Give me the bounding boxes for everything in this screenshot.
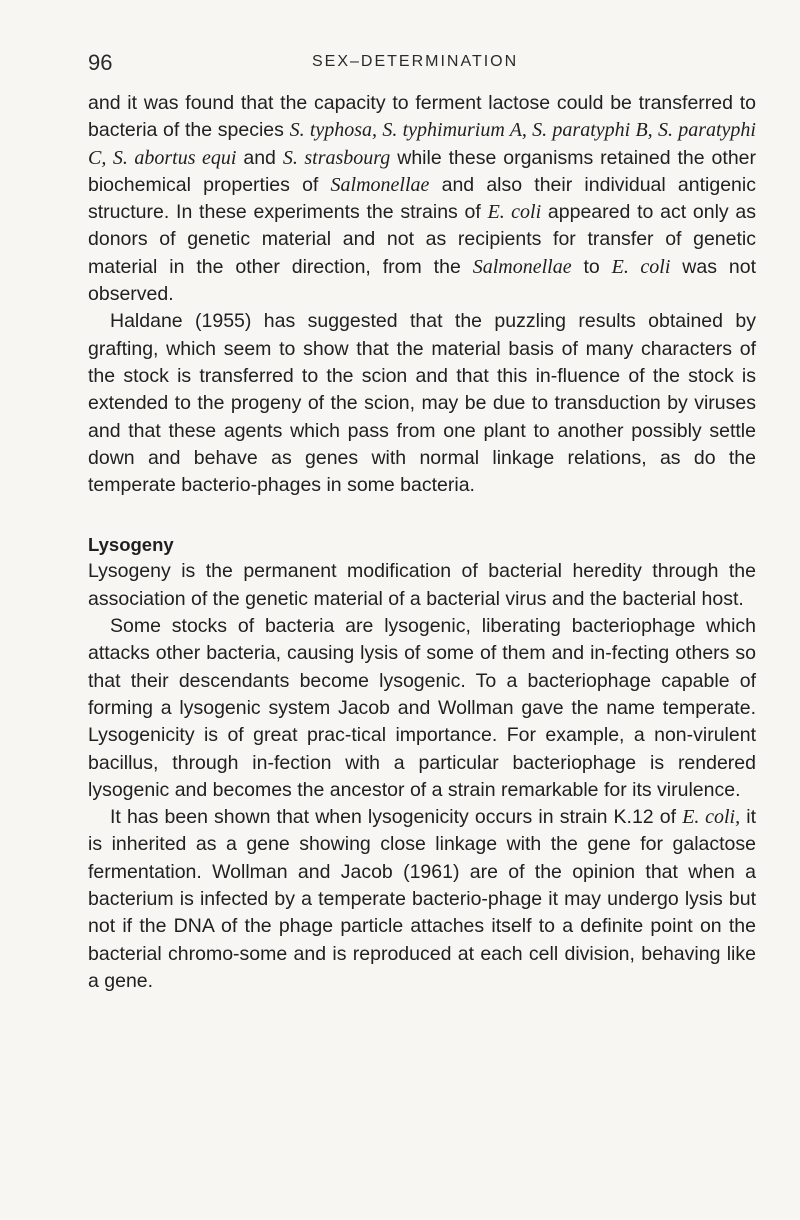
page-header <box>88 50 756 90</box>
p1-salmonellae-1: Salmonellae <box>330 173 430 196</box>
p1-text-5: appeared to act only as donors of genetic material and not as recipients for transfer of genetic material in the other direction, from the <box>88 201 757 278</box>
p1-text-7: was not observed. <box>88 255 756 306</box>
p5-text-1: It has been shown that when lysogenicity occurs in strain K.12 of <box>110 806 683 829</box>
paragraph-3: Lysogeny is the permanent modification of bacterial heredity through the association of the genetic material of a bacterial virus and the bacterial host. <box>88 560 756 610</box>
running-head: SEX–DETERMINATION <box>312 53 519 70</box>
p1-text-3: while these organisms retained the other biochemical properties of <box>88 146 757 196</box>
book-page <box>88 50 756 995</box>
p1-ecoli-1: E. coli <box>487 201 542 224</box>
section-heading-lysogeny: Lysogeny <box>88 534 174 556</box>
body-text <box>88 90 756 995</box>
p5-ecoli: E. coli, <box>682 806 741 829</box>
paragraph-1 <box>88 90 756 308</box>
p1-text-6: to <box>571 255 612 278</box>
p5-text-2: it is inherited as a gene showing close linkage with the gene for galactose fermentation. Wollman and Jacob (1961) are of the opinion that when a bacterium is infected by a temperate bacterio-phage it may undergo lysis but not if the DNA of the phage particle attaches itself to a definite point on the bacterial chromo-some and is reproduced at each cell division, behaving like a gene. <box>88 806 756 992</box>
paragraph-4: Some stocks of bacteria are lysogenic, liberating bacteriophage which attacks other bacteria, causing lysis of some of them and in-fecting others so that their descendants become lysogenic. To a bacteriophage capable of forming a lysogenic system Jacob and Wollman gave the name temperate. Lysogenicity is of great prac-tical importance. For example, a non-virulent bacillus, through in-fection with a particular bacteriophage is rendered lysogenic and becomes the ancestor of a strain remarkable for its virulence. <box>88 615 756 801</box>
p1-text-4: and also their individual antigenic structure. In these experiments the strains of <box>88 173 756 224</box>
p1-salmonellae-2: Salmonellae <box>472 255 572 278</box>
p1-species-strasbourg: S. strasbourg <box>282 146 391 169</box>
page-number: 96 <box>88 50 113 75</box>
paragraph-2: Haldane (1955) has suggested that the puzzling results obtained by grafting, which seem to show that the material basis of many characters of the stock is transferred to the scion and that this in-fluence of the stock is extended to the progeny of the scion, may be due to transduction by viruses and that these agents which pass from one plant to another possibly settle down and behave as genes with normal linkage relations, as do the temperate bacterio-phages in some bacteria. <box>88 310 756 497</box>
p1-text-2: and <box>236 146 283 169</box>
p1-species-list: S. typhosa, S. typhimurium A, S. paratyphi B, S. paratyphi C, S. abortus equi <box>88 119 756 169</box>
paragraph-5 <box>88 804 756 995</box>
p1-text-1: and it was found that the capacity to ferment lactose could be transferred to bacteria of the species <box>88 92 756 142</box>
p1-ecoli-2: E. coli <box>611 255 671 278</box>
